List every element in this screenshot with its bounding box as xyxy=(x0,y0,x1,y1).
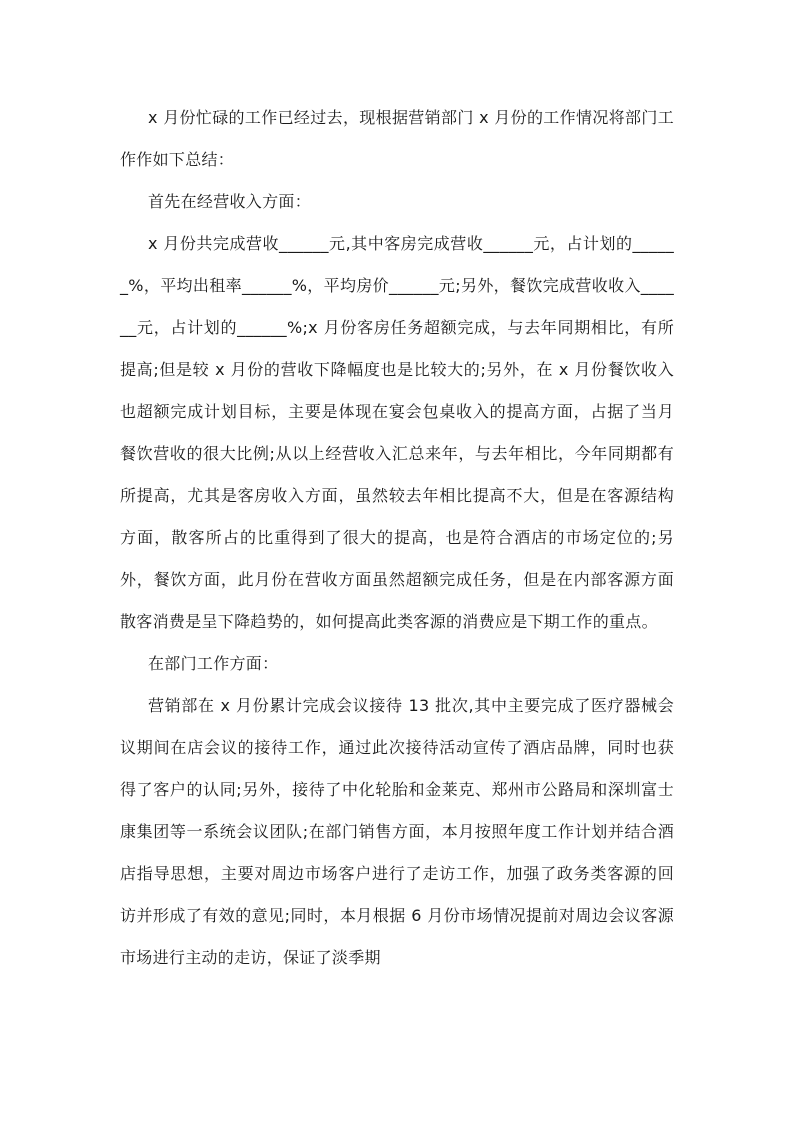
paragraph-revenue: x 月份共完成营收______元,其中客房完成营收______元，占计划的______%，平均出租率______%，平均房价______元;另外，餐饮完成营收收入______元，占计划的______%;x 月份客房任务超额完成，与去年同期相比，有所提高;但是较 x 月份的营收下降幅度也是比较大的;另外，在 x 月份餐饮收入也超额完成计划目标，主要是体现在宴会包桌收入的提高方面，占据了当月餐饮营收的很大比例;从以上经营收入汇总来年，与去年相比，今年同期都有所提高，尤其是客房收入方面，虽然较去年相比提高不大，但是在客源结构方面，散客所占的比重得到了很大的提高，也是符合酒店的市场定位的;另外，餐饮方面，此月份在营收方面虽然超额完成任务，但是在内部客源方面散客消费是呈下降趋势的，如何提高此类客源的消费应是下期工作的重点。 xyxy=(120,234,674,631)
heading-department-work: 在部门工作方面： xyxy=(148,654,279,673)
paragraph-intro: x 月份忙碌的工作已经过去，现根据营销部门 x 月份的工作情况将部门工作作如下总结： xyxy=(120,108,674,169)
heading-revenue: 首先在经营收入方面： xyxy=(148,192,312,211)
document-body xyxy=(120,97,674,979)
paragraph-department-work: 营销部在 x 月份累计完成会议接待 13 批次,其中主要完成了医疗器械会议期间在店会议的接待工作，通过此次接待活动宣传了酒店品牌，同时也获得了客户的认同;另外，接待了中化轮胎和金莱克、郑州市公路局和深圳富士康集团等一系统会议团队;在部门销售方面，本月按照年度工作计划并结合酒店指导思想，主要对周边市场客户进行了走访工作，加强了政务类客源的回访并形成了有效的意见;同时，本月根据 6 月份市场情况提前对周边会议客源市场进行主动的走访，保证了淡季期 xyxy=(120,696,674,967)
